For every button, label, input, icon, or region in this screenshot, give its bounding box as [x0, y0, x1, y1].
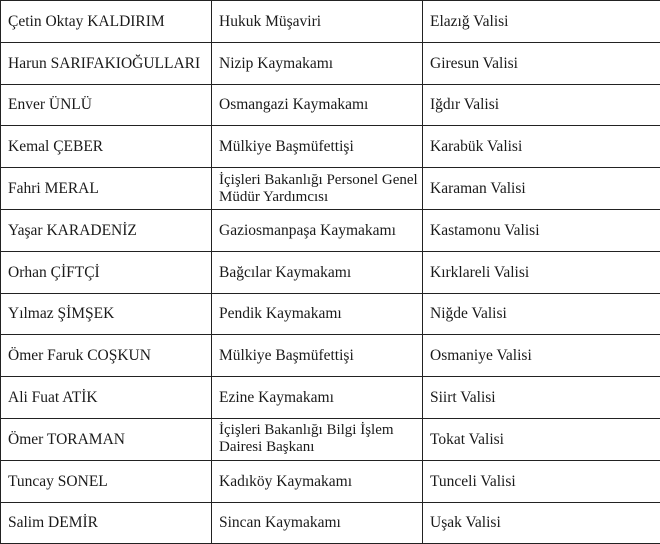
person-name: Çetin Oktay KALDIRIM — [1, 1, 212, 43]
new-position: Kastamonu Valisi — [423, 209, 660, 251]
table-row — [1, 293, 660, 335]
table-row — [1, 42, 660, 84]
table-row — [1, 251, 660, 293]
former-position: Kadıköy Kaymakamı — [212, 460, 423, 502]
person-name: Harun SARIFAKIOĞULLARI — [1, 42, 212, 84]
former-position: Sincan Kaymakamı — [212, 502, 423, 544]
new-position: Giresun Valisi — [423, 42, 660, 84]
former-position: Ezine Kaymakamı — [212, 377, 423, 419]
former-position: Hukuk Müşaviri — [212, 1, 423, 43]
new-position: Osmaniye Valisi — [423, 335, 660, 377]
table-row — [1, 84, 660, 126]
table-row — [1, 126, 660, 168]
former-position: Nizip Kaymakamı — [212, 42, 423, 84]
new-position: Uşak Valisi — [423, 502, 660, 544]
former-position: Gaziosmanpaşa Kaymakamı — [212, 209, 423, 251]
new-position: Karaman Valisi — [423, 168, 660, 210]
person-name: Fahri MERAL — [1, 168, 212, 210]
person-name: Enver ÜNLÜ — [1, 84, 212, 126]
table-row — [1, 168, 660, 210]
new-position: Iğdır Valisi — [423, 84, 660, 126]
new-position: Tunceli Valisi — [423, 460, 660, 502]
table-row — [1, 1, 660, 43]
new-position: Kırklareli Valisi — [423, 251, 660, 293]
person-name: Tuncay SONEL — [1, 460, 212, 502]
person-name: Ali Fuat ATİK — [1, 377, 212, 419]
person-name: Orhan ÇİFTÇİ — [1, 251, 212, 293]
person-name: Kemal ÇEBER — [1, 126, 212, 168]
new-position: Siirt Valisi — [423, 377, 660, 419]
former-position: Bağcılar Kaymakamı — [212, 251, 423, 293]
person-name: Salim DEMİR — [1, 502, 212, 544]
person-name: Yılmaz ŞİMŞEK — [1, 293, 212, 335]
former-position: Mülkiye Başmüfettişi — [212, 126, 423, 168]
table-row — [1, 502, 660, 544]
table-row — [1, 335, 660, 377]
new-position: Niğde Valisi — [423, 293, 660, 335]
table-row — [1, 377, 660, 419]
new-position: Elazığ Valisi — [423, 1, 660, 43]
table-row — [1, 460, 660, 502]
person-name: Yaşar KARADENİZ — [1, 209, 212, 251]
table-row — [1, 418, 660, 460]
new-position: Tokat Valisi — [423, 418, 660, 460]
table-row — [1, 209, 660, 251]
former-position: İçişleri Bakanlığı Bilgi İşlem Dairesi Başkanı — [212, 418, 423, 460]
person-name: Ömer TORAMAN — [1, 418, 212, 460]
former-position: Pendik Kaymakamı — [212, 293, 423, 335]
former-position: Mülkiye Başmüfettişi — [212, 335, 423, 377]
new-position: Karabük Valisi — [423, 126, 660, 168]
person-name: Ömer Faruk COŞKUN — [1, 335, 212, 377]
former-position: İçişleri Bakanlığı Personel Genel Müdür Yardımcısı — [212, 168, 423, 210]
former-position: Osmangazi Kaymakamı — [212, 84, 423, 126]
